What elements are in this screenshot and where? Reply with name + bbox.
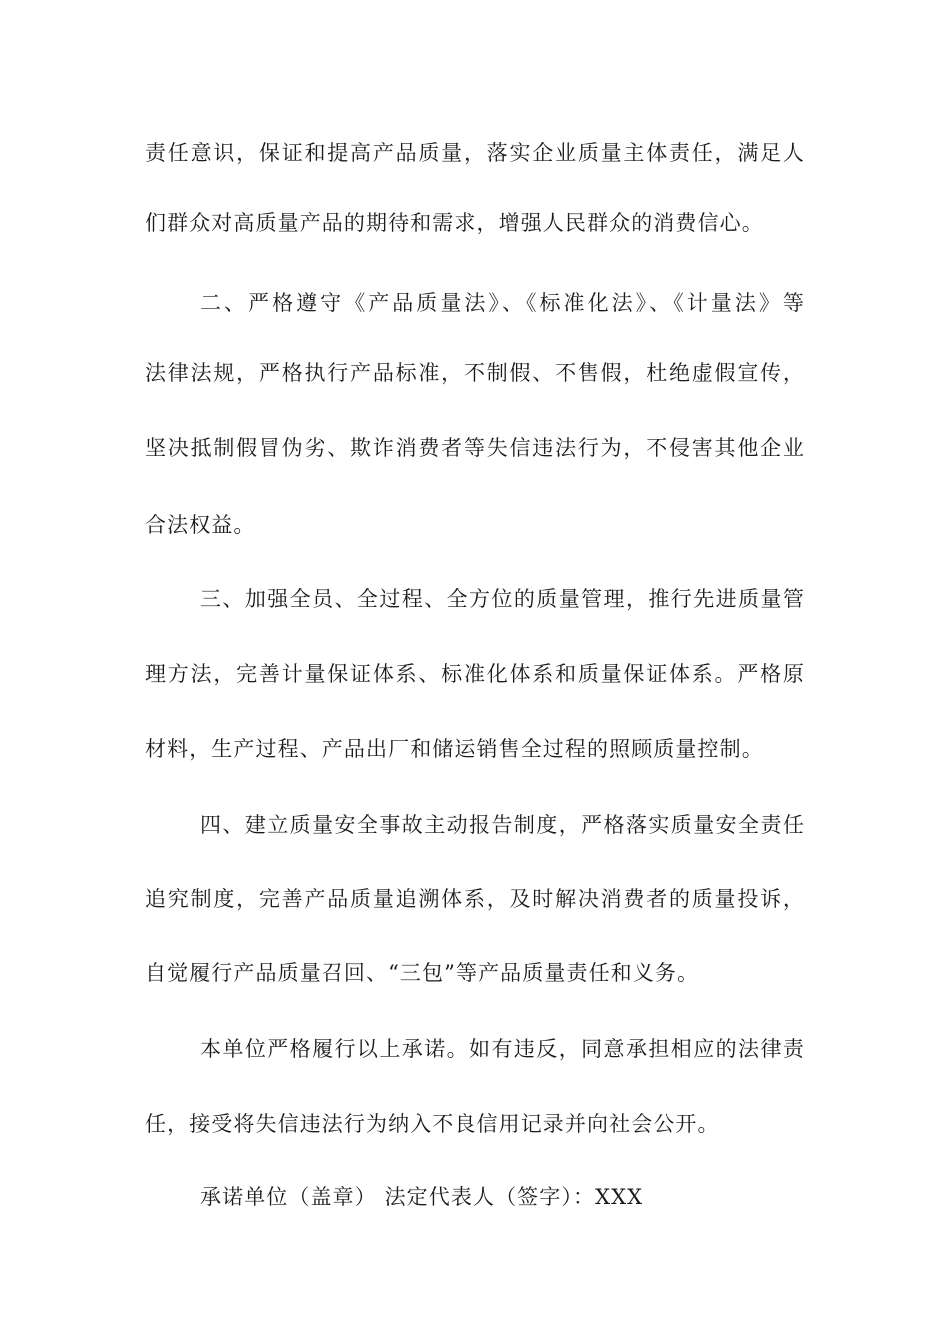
paragraph-line: 自觉履行产品质量召回、“三包”等产品质量责任和义务。 [145, 961, 700, 985]
paragraph-line: 三、加强全员、全过程、全方位的质量管理，推行先进质量管 [200, 587, 805, 611]
paragraph-line: 本单位严格履行以上承诺。如有违反，同意承担相应的法律责 [200, 1037, 805, 1061]
paragraph-line: 们群众对高质量产品的期待和需求，增强人民群众的消费信心。 [145, 211, 764, 235]
paragraph-line: 合法权益。 [145, 513, 256, 537]
paragraph-line: 二、严格遵守《产品质量法》、《标准化法》、《计量法》等 [200, 291, 805, 315]
paragraph-line: 法律法规，严格执行产品标准，不制假、不售假，杜绝虚假宣传， [145, 361, 805, 385]
paragraph-line: 追究制度，完善产品质量追溯体系，及时解决消费者的质量投诉， [145, 887, 805, 911]
paragraph-line: 四、建立质量安全事故主动报告制度，严格落实质量安全责任 [200, 813, 805, 837]
paragraph-line: 坚决抵制假冒伪劣、欺诈消费者等失信违法行为，不侵害其他企业 [145, 436, 805, 460]
paragraph-line: 任，接受将失信违法行为纳入不良信用记录并向社会公开。 [145, 1112, 720, 1136]
paragraph-line: 材料，生产过程、产品出厂和储运销售全过程的照顾质量控制。 [145, 737, 764, 761]
paragraph-line: 理方法，完善计量保证体系、标准化体系和质量保证体系。严格原 [145, 662, 805, 686]
signature-line: 承诺单位（盖章） 法定代表人（签字）：XXX [200, 1185, 644, 1209]
paragraph-line: 责任意识，保证和提高产品质量，落实企业质量主体责任，满足人 [145, 141, 805, 165]
